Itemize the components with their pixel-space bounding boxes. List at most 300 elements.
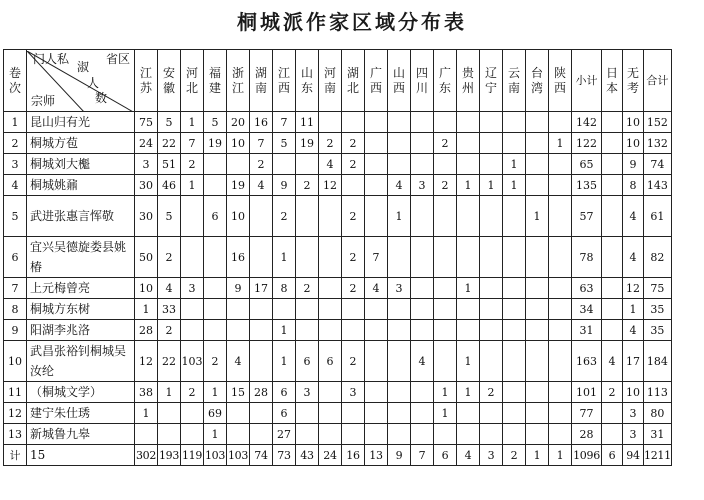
province-count: 10 (227, 196, 250, 237)
diag-mid3: 数 (95, 90, 108, 105)
row-subtotal: 122 (572, 133, 602, 154)
province-count (549, 196, 572, 237)
province-count (526, 237, 549, 278)
province-count (434, 320, 457, 341)
province-count: 103 (181, 341, 204, 382)
province-total: 3 (480, 445, 503, 466)
province-total: 103 (227, 445, 250, 466)
province-count: 30 (135, 175, 158, 196)
province-count (411, 196, 434, 237)
row-number: 6 (4, 237, 27, 278)
province-count: 46 (158, 175, 181, 196)
province-count: 1 (457, 341, 480, 382)
province-header: 贵州 (457, 50, 480, 112)
unknown-count: 10 (623, 112, 644, 133)
row-number: 3 (4, 154, 27, 175)
row-total: 152 (644, 112, 672, 133)
province-count (549, 154, 572, 175)
province-count: 1 (135, 299, 158, 320)
province-count (526, 299, 549, 320)
school-master-name: 新城鲁九皋 (27, 424, 135, 445)
province-count (503, 237, 526, 278)
province-total: 103 (204, 445, 227, 466)
province-count (296, 196, 319, 237)
province-count (526, 341, 549, 382)
row-subtotal: 31 (572, 320, 602, 341)
table-row (4, 237, 672, 278)
province-count (181, 424, 204, 445)
province-total: 74 (250, 445, 273, 466)
province-count: 2 (480, 382, 503, 403)
row-subtotal: 77 (572, 403, 602, 424)
province-count (549, 403, 572, 424)
province-count (480, 341, 503, 382)
province-count (388, 424, 411, 445)
province-count (273, 299, 296, 320)
row-total: 74 (644, 154, 672, 175)
province-count (365, 175, 388, 196)
province-header: 湖南 (250, 50, 273, 112)
province-count (434, 112, 457, 133)
province-count: 7 (365, 237, 388, 278)
province-count: 33 (158, 299, 181, 320)
province-count: 24 (135, 133, 158, 154)
province-count (526, 382, 549, 403)
province-count (365, 112, 388, 133)
province-count (503, 133, 526, 154)
province-count (319, 382, 342, 403)
table-row (4, 112, 672, 133)
province-count (457, 320, 480, 341)
province-count: 2 (273, 196, 296, 237)
juan-ci-header: 卷次 (4, 50, 27, 112)
province-count: 1 (181, 175, 204, 196)
province-count (388, 382, 411, 403)
page-title: 桐城派作家区域分布表 (237, 10, 467, 34)
unknown-count: 3 (623, 424, 644, 445)
row-total: 80 (644, 403, 672, 424)
province-count (296, 154, 319, 175)
province-count: 7 (250, 133, 273, 154)
province-count: 4 (227, 341, 250, 382)
province-count (503, 196, 526, 237)
province-count (227, 154, 250, 175)
province-count: 16 (227, 237, 250, 278)
diag-mid1: 淑 (77, 59, 90, 74)
province-count: 28 (135, 320, 158, 341)
row-subtotal: 78 (572, 237, 602, 278)
province-count: 1 (204, 382, 227, 403)
province-count (250, 196, 273, 237)
row-total: 132 (644, 133, 672, 154)
province-count (388, 299, 411, 320)
province-count (480, 237, 503, 278)
row-subtotal: 65 (572, 154, 602, 175)
row-number: 8 (4, 299, 27, 320)
diag-bottom-left: 宗师 (31, 93, 56, 108)
province-count (457, 133, 480, 154)
province-count: 4 (250, 175, 273, 196)
province-total: 13 (365, 445, 388, 466)
province-count (503, 278, 526, 299)
row-number: 10 (4, 341, 27, 382)
province-count: 50 (135, 237, 158, 278)
province-total: 43 (296, 445, 319, 466)
province-count (457, 112, 480, 133)
province-count: 2 (158, 320, 181, 341)
province-count: 2 (296, 175, 319, 196)
row-total: 35 (644, 320, 672, 341)
province-count (411, 237, 434, 278)
province-count (365, 154, 388, 175)
province-count: 1 (273, 341, 296, 382)
table-row (4, 403, 672, 424)
province-count (158, 424, 181, 445)
province-total: 2 (503, 445, 526, 466)
province-count: 27 (273, 424, 296, 445)
province-count (411, 320, 434, 341)
province-count: 1 (503, 175, 526, 196)
japan-count (602, 154, 623, 175)
table-row (4, 154, 672, 175)
province-header: 广东 (434, 50, 457, 112)
province-header: 台湾 (526, 50, 549, 112)
province-count (411, 424, 434, 445)
province-count: 19 (296, 133, 319, 154)
row-total: 82 (644, 237, 672, 278)
table-row (4, 196, 672, 237)
province-count (227, 320, 250, 341)
province-count: 12 (135, 341, 158, 382)
japan-count: 4 (602, 341, 623, 382)
province-count (227, 299, 250, 320)
province-count: 3 (135, 154, 158, 175)
row-total: 113 (644, 382, 672, 403)
japan-count (602, 320, 623, 341)
school-master-name: 桐城姚鼐 (27, 175, 135, 196)
unknown-count: 12 (623, 278, 644, 299)
province-count (503, 341, 526, 382)
province-count (227, 403, 250, 424)
province-count (181, 299, 204, 320)
province-count (296, 237, 319, 278)
province-count: 6 (204, 196, 227, 237)
province-count (503, 403, 526, 424)
footer-label: 计 (4, 445, 27, 466)
school-master-name: 桐城刘大櫆 (27, 154, 135, 175)
province-count (181, 237, 204, 278)
province-count: 4 (388, 175, 411, 196)
province-count (365, 320, 388, 341)
diag-mid2: 人 (87, 75, 100, 90)
table-body (4, 112, 672, 445)
province-count (457, 403, 480, 424)
province-count (549, 382, 572, 403)
row-subtotal: 163 (572, 341, 602, 382)
unknown-header: 无考 (623, 50, 644, 112)
province-count (411, 299, 434, 320)
diag-top-right: 省区 (105, 51, 130, 66)
province-count: 2 (250, 154, 273, 175)
province-count (342, 175, 365, 196)
unknown-count: 10 (623, 133, 644, 154)
row-number: 2 (4, 133, 27, 154)
province-count: 12 (319, 175, 342, 196)
row-total: 31 (644, 424, 672, 445)
school-master-name: 武进张惠言恽敬 (27, 196, 135, 237)
province-header: 河南 (319, 50, 342, 112)
province-total: 9 (388, 445, 411, 466)
footer-count-cell: 15 (27, 445, 135, 466)
row-number: 13 (4, 424, 27, 445)
province-count (526, 403, 549, 424)
total-row (4, 445, 672, 466)
province-count: 4 (319, 154, 342, 175)
row-number: 9 (4, 320, 27, 341)
province-header: 福建 (204, 50, 227, 112)
province-count: 3 (181, 278, 204, 299)
province-count (365, 299, 388, 320)
province-count: 1 (549, 133, 572, 154)
province-count: 2 (342, 133, 365, 154)
japan-count (602, 112, 623, 133)
school-master-name: 桐城方苞 (27, 133, 135, 154)
row-number: 7 (4, 278, 27, 299)
total-header: 合计 (644, 50, 672, 112)
province-count (503, 382, 526, 403)
province-count: 11 (296, 112, 319, 133)
province-count: 16 (250, 112, 273, 133)
province-count (319, 112, 342, 133)
province-count (388, 403, 411, 424)
japan-count (602, 175, 623, 196)
province-count (296, 299, 319, 320)
province-count (549, 341, 572, 382)
province-count (250, 341, 273, 382)
province-header: 安徽 (158, 50, 181, 112)
province-count (411, 278, 434, 299)
japan-count: 2 (602, 382, 623, 403)
province-count (388, 237, 411, 278)
province-count (434, 154, 457, 175)
row-total: 143 (644, 175, 672, 196)
row-subtotal: 101 (572, 382, 602, 403)
province-count (549, 299, 572, 320)
province-count (549, 112, 572, 133)
province-count: 1 (480, 175, 503, 196)
table-row (4, 133, 672, 154)
province-count (457, 154, 480, 175)
province-count: 1 (457, 175, 480, 196)
japan-count (602, 237, 623, 278)
province-count: 1 (457, 278, 480, 299)
province-count: 4 (158, 278, 181, 299)
province-count (480, 320, 503, 341)
province-count (526, 175, 549, 196)
province-count (457, 196, 480, 237)
province-count (480, 278, 503, 299)
province-count: 1 (503, 154, 526, 175)
province-count (549, 237, 572, 278)
province-count (158, 403, 181, 424)
province-count: 15 (227, 382, 250, 403)
province-count (342, 424, 365, 445)
province-count: 69 (204, 403, 227, 424)
province-count (204, 299, 227, 320)
province-header: 陕西 (549, 50, 572, 112)
province-count (434, 424, 457, 445)
row-total: 35 (644, 299, 672, 320)
school-master-name: 阳湖李兆洛 (27, 320, 135, 341)
province-count: 2 (204, 341, 227, 382)
province-total: 16 (342, 445, 365, 466)
diagonal-header (27, 50, 135, 112)
province-count (388, 154, 411, 175)
province-count (319, 320, 342, 341)
province-count: 1 (158, 382, 181, 403)
province-count: 8 (273, 278, 296, 299)
province-count (526, 278, 549, 299)
unknown-count: 17 (623, 341, 644, 382)
province-count (480, 133, 503, 154)
province-count (296, 424, 319, 445)
japan-count (602, 403, 623, 424)
school-master-name: 宜兴吴德旋娄县姚椿 (27, 237, 135, 278)
school-master-name: 上元梅曾亮 (27, 278, 135, 299)
province-count (480, 112, 503, 133)
province-count: 6 (273, 382, 296, 403)
province-total: 4 (457, 445, 480, 466)
province-count: 30 (135, 196, 158, 237)
province-count (503, 112, 526, 133)
row-subtotal: 135 (572, 175, 602, 196)
province-total: 1 (549, 445, 572, 466)
table-row (4, 299, 672, 320)
distribution-table (3, 49, 672, 466)
province-count: 2 (158, 237, 181, 278)
province-count (319, 237, 342, 278)
table-row (4, 341, 672, 382)
province-count (411, 382, 434, 403)
province-count: 1 (457, 382, 480, 403)
province-count: 1 (434, 382, 457, 403)
unknown-count: 4 (623, 196, 644, 237)
row-subtotal: 63 (572, 278, 602, 299)
diag-top-left: 门人私 (33, 51, 70, 66)
unknown-count: 8 (623, 175, 644, 196)
province-count: 2 (342, 154, 365, 175)
province-header: 辽宁 (480, 50, 503, 112)
province-count (250, 403, 273, 424)
province-count (319, 196, 342, 237)
row-number: 12 (4, 403, 27, 424)
province-count (526, 112, 549, 133)
province-count (342, 403, 365, 424)
province-count: 3 (296, 382, 319, 403)
province-count (250, 320, 273, 341)
row-number: 5 (4, 196, 27, 237)
row-number: 11 (4, 382, 27, 403)
province-count (342, 299, 365, 320)
province-count: 2 (342, 341, 365, 382)
province-count: 3 (411, 175, 434, 196)
province-count: 1 (273, 237, 296, 278)
table-row (4, 278, 672, 299)
province-count: 75 (135, 112, 158, 133)
province-count: 5 (158, 112, 181, 133)
school-master-name: （桐城文学） (27, 382, 135, 403)
province-count: 22 (158, 341, 181, 382)
province-count: 7 (273, 112, 296, 133)
province-total: 1 (526, 445, 549, 466)
province-count (526, 133, 549, 154)
province-count (480, 196, 503, 237)
province-count (319, 278, 342, 299)
japan-count (602, 133, 623, 154)
province-count (365, 382, 388, 403)
province-count (365, 403, 388, 424)
province-count (457, 424, 480, 445)
province-header: 浙江 (227, 50, 250, 112)
province-count (181, 403, 204, 424)
province-count (250, 299, 273, 320)
province-count: 1 (526, 196, 549, 237)
row-subtotal: 28 (572, 424, 602, 445)
province-count (434, 278, 457, 299)
province-header: 四川 (411, 50, 434, 112)
province-count (434, 341, 457, 382)
unknown-count: 3 (623, 403, 644, 424)
province-count (526, 424, 549, 445)
province-count: 10 (227, 133, 250, 154)
province-count: 17 (250, 278, 273, 299)
province-count (457, 299, 480, 320)
school-master-name: 武昌张裕钊桐城吴汝纶 (27, 341, 135, 382)
province-count: 5 (158, 196, 181, 237)
province-count: 1 (135, 403, 158, 424)
province-count: 4 (411, 341, 434, 382)
province-count (319, 403, 342, 424)
japan-total: 6 (602, 445, 623, 466)
province-count (549, 278, 572, 299)
province-header: 山西 (388, 50, 411, 112)
province-count (204, 237, 227, 278)
province-count: 38 (135, 382, 158, 403)
province-count (342, 112, 365, 133)
province-total: 24 (319, 445, 342, 466)
province-count: 6 (296, 341, 319, 382)
unknown-total: 94 (623, 445, 644, 466)
province-total: 119 (181, 445, 204, 466)
unknown-count: 4 (623, 237, 644, 278)
province-count (503, 424, 526, 445)
province-count: 1 (388, 196, 411, 237)
school-master-name: 建宁朱仕琇 (27, 403, 135, 424)
province-count (549, 320, 572, 341)
province-count: 19 (204, 133, 227, 154)
province-count (411, 112, 434, 133)
province-header: 山东 (296, 50, 319, 112)
province-total: 7 (411, 445, 434, 466)
province-header: 河北 (181, 50, 204, 112)
province-count (434, 299, 457, 320)
row-total: 184 (644, 341, 672, 382)
school-master-name: 昆山归有光 (27, 112, 135, 133)
province-total: 73 (273, 445, 296, 466)
province-count: 22 (158, 133, 181, 154)
province-count (526, 320, 549, 341)
province-count (250, 237, 273, 278)
